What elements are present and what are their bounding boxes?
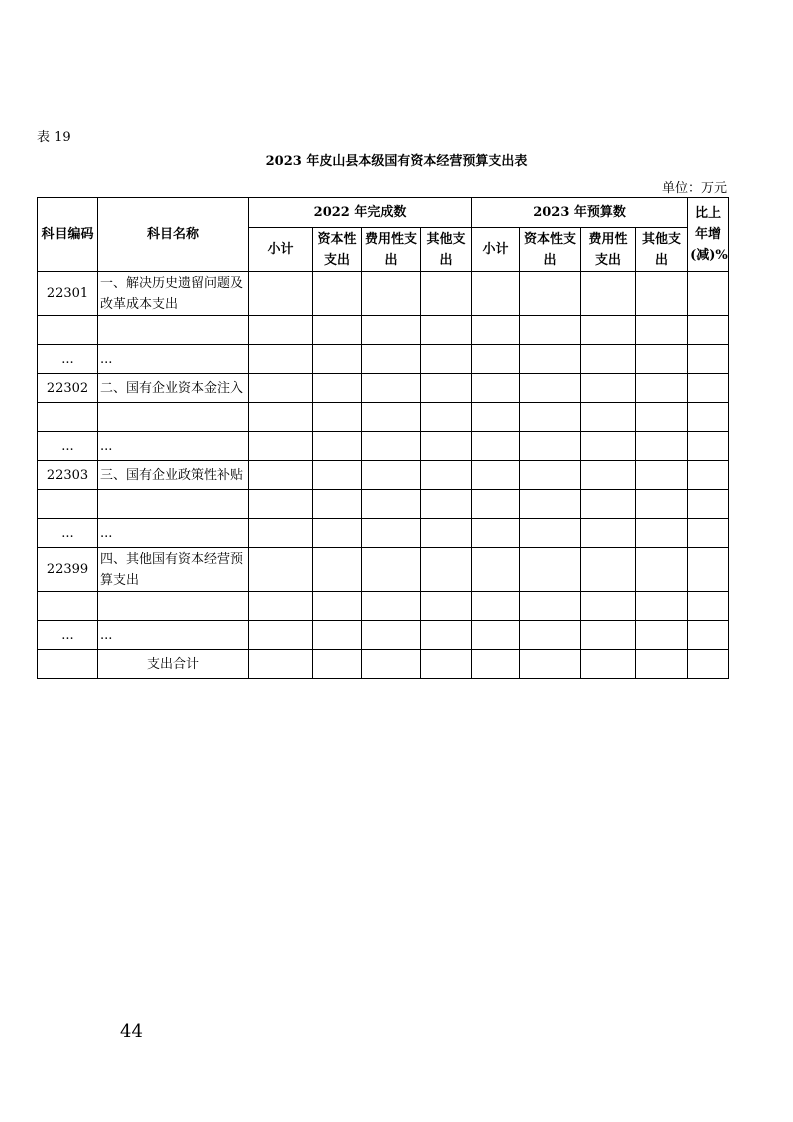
header-2023-other: 其他支出 — [636, 228, 688, 272]
row-name: 四、其他国有资本经营预算支出 — [98, 548, 249, 592]
header-2022-subtotal: 小计 — [249, 228, 313, 272]
row-name — [98, 316, 249, 345]
header-2023-expense: 费用性支出 — [581, 228, 636, 272]
row-code — [38, 490, 98, 519]
row-code: ... — [38, 621, 98, 650]
row-name — [98, 490, 249, 519]
table-row — [38, 403, 729, 432]
row-code: 22302 — [38, 374, 98, 403]
table-number-label: 表 19 — [37, 130, 71, 145]
row-code: ... — [38, 345, 98, 374]
row-name: 二、国有企业资本金注入 — [98, 374, 249, 403]
page-number: 44 — [120, 1021, 143, 1042]
header-2022-capital: 资本性支出 — [313, 228, 362, 272]
row-code: 22303 — [38, 461, 98, 490]
header-2023-capital: 资本性支出 — [520, 228, 581, 272]
unit-label: 单位：万元 — [661, 181, 727, 196]
header-group-2022: 2022 年完成数 — [249, 198, 472, 228]
total-row — [38, 650, 729, 679]
row-name: 三、国有企业政策性补贴 — [98, 461, 249, 490]
header-group-2023: 2023 年预算数 — [472, 198, 688, 228]
row-name: ... — [98, 519, 249, 548]
row-name: 一、解决历史遗留问题及改革成本支出 — [98, 272, 249, 316]
total-label: 支出合计 — [98, 650, 249, 679]
header-2022-other: 其他支出 — [421, 228, 472, 272]
page-title: 2023 年皮山县本级国有资本经营预算支出表 — [265, 154, 528, 169]
row-name — [98, 592, 249, 621]
row-name: ... — [98, 621, 249, 650]
header-2022-expense: 费用性支出 — [362, 228, 421, 272]
row-code — [38, 592, 98, 621]
row-name: ... — [98, 345, 249, 374]
header-name: 科目名称 — [98, 198, 249, 272]
row-code — [38, 403, 98, 432]
table-row — [38, 345, 729, 374]
row-code: ... — [38, 432, 98, 461]
table-row — [38, 272, 729, 316]
row-code: 22399 — [38, 548, 98, 592]
table-row — [38, 621, 729, 650]
table-row — [38, 519, 729, 548]
table-row — [38, 490, 729, 519]
header-row-1 — [38, 198, 729, 228]
header-code: 科目编码 — [38, 198, 98, 272]
budget-table — [37, 197, 729, 679]
row-name — [98, 403, 249, 432]
header-change: 比上年增(减)% — [688, 198, 729, 272]
row-name: ... — [98, 432, 249, 461]
table-row — [38, 316, 729, 345]
row-code: 22301 — [38, 272, 98, 316]
table-row — [38, 432, 729, 461]
table-row — [38, 548, 729, 592]
table-row — [38, 374, 729, 403]
row-code — [38, 316, 98, 345]
table-row — [38, 461, 729, 490]
header-2023-subtotal: 小计 — [472, 228, 520, 272]
table-row — [38, 592, 729, 621]
row-code: ... — [38, 519, 98, 548]
